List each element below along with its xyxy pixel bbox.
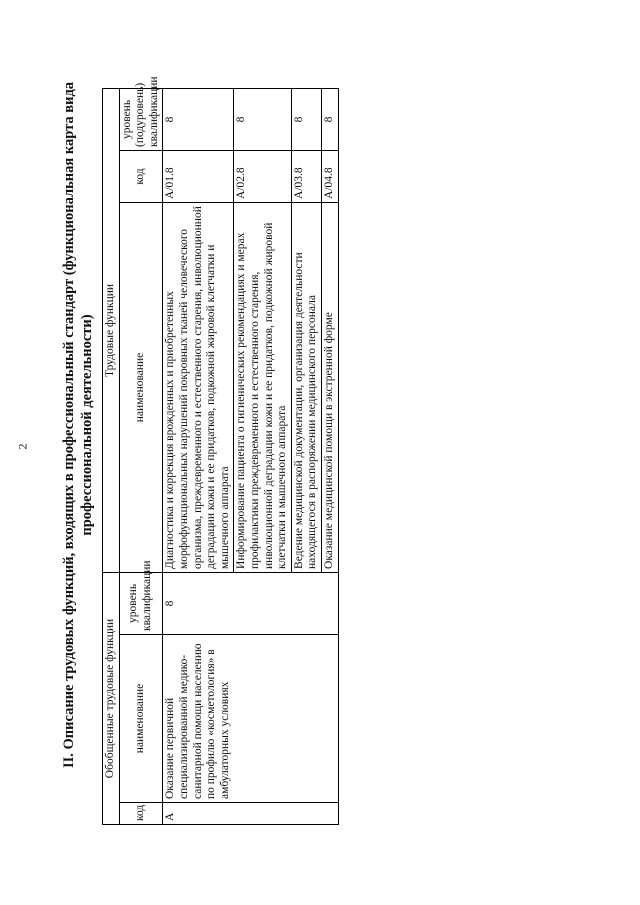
rotated-content — [60, 25, 360, 825]
generalized-code: А — [163, 803, 338, 825]
function-code: A/03.8 — [291, 150, 321, 202]
header-name: наименование — [119, 635, 163, 803]
function-code: A/01.8 — [163, 150, 234, 202]
function-code: A/02.8 — [234, 150, 291, 202]
labor-functions-group-header: Трудовые функции — [103, 88, 120, 572]
header-code: код — [119, 803, 163, 825]
section-title-line-2: профессиональной деятельности) — [79, 314, 95, 536]
table-row — [163, 24, 234, 824]
section-title — [60, 25, 96, 825]
generalized-level: 8 — [163, 572, 338, 634]
page-number: 2 — [15, 443, 30, 450]
function-code: A/04.8 — [321, 150, 338, 202]
function-level: 8 — [291, 88, 321, 150]
function-level: 8 — [163, 88, 234, 150]
function-name: Информирование пациента о гигиенических рекомендациях и мерах профилактики преждевременного и естественного старения, инволюционной деградации кожи и ее придатков, подкожной жировой клетчатки и мышечного аппарата — [234, 202, 291, 572]
header-tf-level: уровень (подуровень) квалификации — [119, 88, 163, 150]
generalized-functions-group-header: Обобщенные трудовые функции — [103, 572, 120, 824]
function-name: Диагностика и коррекция врожденных и приобретенных морфофункциональных нарушений покровных тканей человеческого организма, преждевременного и естественного старения, инволюционной деградации кожи и ее придатков, подкожной жировой клетчатки и мышечного аппарата — [163, 202, 234, 572]
group-header-row — [103, 24, 120, 824]
header-tf-code: код — [119, 150, 163, 202]
blank-margin — [103, 24, 339, 88]
functional-map-table — [102, 24, 339, 825]
section-title-line-1: II. Описание трудовых функций, входящих в профессиональный стандарт (функциональная карта вида — [61, 81, 77, 769]
function-name: Оказание медицинской помощи в экстренной форме — [321, 202, 338, 572]
header-level: уровень квалификации — [119, 572, 163, 634]
column-header-row — [119, 24, 163, 824]
function-name: Ведение медицинской документации, организация деятельности находящегося в распоряжении медицинского персонала — [291, 202, 321, 572]
header-tf-name: наименование — [119, 202, 163, 572]
generalized-name: Оказание первичной специализированной медико-санитарной помощи населению по профилю «косметология» в амбулаторных условиях — [163, 635, 338, 803]
function-level: 8 — [321, 88, 338, 150]
function-level: 8 — [234, 88, 291, 150]
